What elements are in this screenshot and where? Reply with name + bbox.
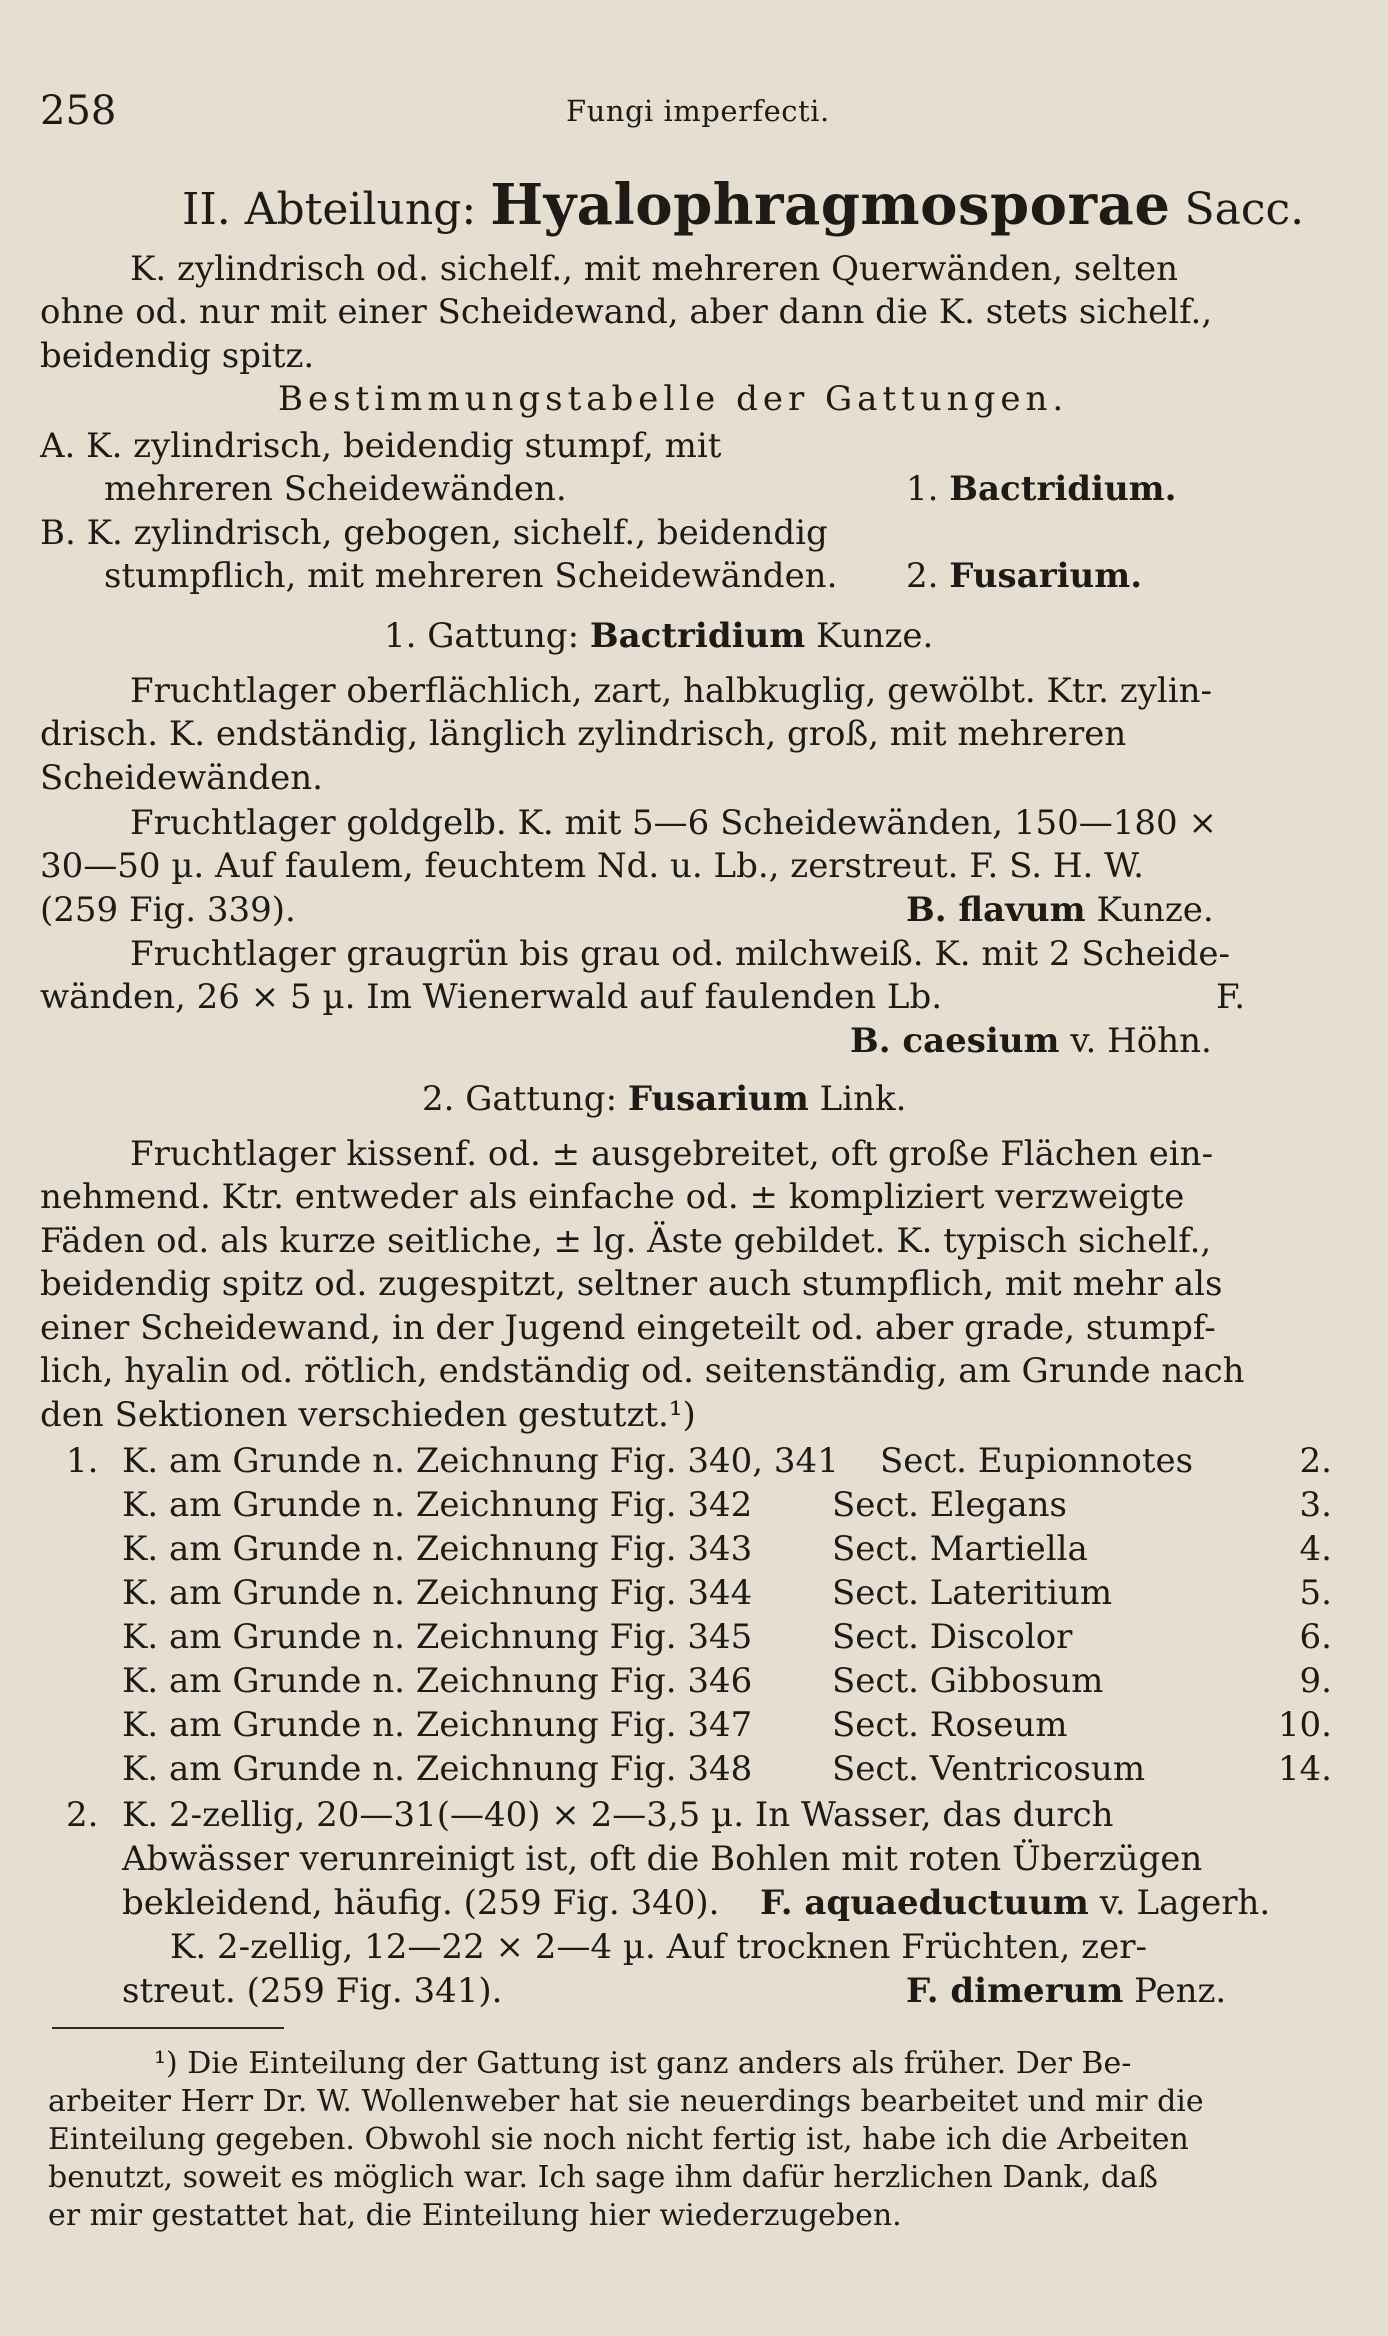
intro-line: K. zylindrisch od. sichelf., mit mehreren Querwänden, selten <box>130 249 1179 289</box>
species-name-line <box>760 1882 1270 1925</box>
section-row-text: K. am Grunde n. Zeichnung Fig. 342 <box>122 1485 753 1525</box>
section-row-sect: Sect. Discolor <box>832 1617 1073 1657</box>
section-row-text: K. am Grunde n. Zeichnung Fig. 346 <box>122 1661 753 1701</box>
intro-line: ohne od. nur mit einer Scheidewand, aber dann die K. stets sichelf., <box>40 292 1213 332</box>
key-result-num: 2. <box>906 556 939 596</box>
species-name: F. dimerum <box>906 1971 1124 2011</box>
section-row-sect: Sect. Eupionnotes <box>880 1441 1194 1481</box>
section-row-num: 5. <box>1299 1573 1332 1613</box>
genus-description: Fäden od. als kurze seitliche, ± lg. Äste gebildet. K. typisch sichelf., <box>40 1221 1212 1261</box>
section-author: Sacc. <box>1184 184 1305 235</box>
section-name: Hyalophragmosporae <box>490 172 1171 238</box>
species-description: K. 2-zellig, 12—22 × 2—4 µ. Auf trocknen Früchten, zer- <box>170 1927 1147 1967</box>
section-row-sect: Sect. Elegans <box>832 1485 1067 1525</box>
species-name-line <box>906 889 1214 932</box>
footnote-line: ¹) Die Einteilung der Gattung ist ganz anders als früher. Der Be- <box>154 2046 1132 2081</box>
genus-name: Bactridium. <box>949 469 1177 509</box>
genus-heading <box>422 1078 906 1121</box>
section-row-text: K. am Grunde n. Zeichnung Fig. 347 <box>122 1705 753 1745</box>
key-entry-b-cont: stumpflich, mit mehreren Scheidewänden. <box>104 556 838 596</box>
footnote-rule <box>52 2027 284 2029</box>
running-title: Fungi imperfecti. <box>566 94 830 128</box>
genus-prefix: 2. Gattung: <box>422 1079 618 1119</box>
genus-description: einer Scheidewand, in der Jugend eingeteilt od. aber grade, stumpf- <box>40 1308 1216 1348</box>
section-row-text: K. am Grunde n. Zeichnung Fig. 340, 341 <box>122 1441 839 1481</box>
species-description: Fruchtlager graugrün bis grau od. milchweiß. K. mit 2 Scheide- <box>130 934 1230 974</box>
section-row-sect: Sect. Ventricosum <box>832 1749 1146 1789</box>
species-name: F. aquaeductuum <box>760 1883 1089 1923</box>
species-description: wänden, 26 × 5 µ. Im Wienerwald auf faulenden Lb. <box>40 977 943 1017</box>
intro-line: beidendig spitz. <box>40 336 315 376</box>
species-description: (259 Fig. 339). <box>40 890 296 930</box>
key-result-a <box>906 468 1177 511</box>
section-row-num: 6. <box>1299 1617 1332 1657</box>
key-number: 1. <box>66 1441 99 1481</box>
genus-description: Scheidewänden. <box>40 758 323 798</box>
species-author: v. Höhn. <box>1070 1021 1212 1061</box>
genus-prefix: 1. Gattung: <box>384 616 580 656</box>
footnote-line: Einteilung gegeben. Obwohl sie noch nicht fertig ist, habe ich die Arbeiten <box>48 2122 1189 2157</box>
species-description: streut. (259 Fig. 341). <box>122 1971 503 2011</box>
section-row-sect: Sect. Gibbosum <box>832 1661 1104 1701</box>
key-result-b <box>906 555 1142 598</box>
section-row-text: K. am Grunde n. Zeichnung Fig. 344 <box>122 1573 753 1613</box>
footnote-line: er mir gestattet hat, die Einteilung hier wiederzugeben. <box>48 2198 902 2233</box>
genus-name: Fusarium. <box>949 556 1143 596</box>
genus-description: lich, hyalin od. rötlich, endständig od. seitenständig, am Grunde nach <box>40 1351 1245 1391</box>
page-number: 258 <box>40 88 117 134</box>
species-author: v. Lagerh. <box>1099 1883 1271 1923</box>
genus-name: Bactridium <box>589 616 806 656</box>
genus-name: Fusarium <box>627 1079 809 1119</box>
genus-description: beidendig spitz od. zugespitzt, seltner auch stumpflich, mit mehr als <box>40 1264 1223 1304</box>
species-name: B. flavum <box>906 890 1086 930</box>
footnote-line: benutzt, soweit es möglich war. Ich sage ihm dafür herzlichen Dank, daß <box>48 2160 1158 2195</box>
section-row-num: 10. <box>1277 1705 1332 1745</box>
genus-author: Link. <box>819 1079 907 1119</box>
distribution-code: F. <box>1216 977 1246 1017</box>
section-row-text: K. am Grunde n. Zeichnung Fig. 348 <box>122 1749 753 1789</box>
genus-description: den Sektionen verschieden gestutzt.¹) <box>40 1395 696 1435</box>
species-name-line <box>906 1970 1226 2013</box>
section-row-text: K. am Grunde n. Zeichnung Fig. 345 <box>122 1617 753 1657</box>
genus-description: Fruchtlager kissenf. od. ± ausgebreitet, oft große Flächen ein- <box>130 1134 1214 1174</box>
section-title <box>182 172 1304 238</box>
genus-description: Fruchtlager oberflächlich, zart, halbkuglig, gewölbt. Ktr. zylin- <box>130 671 1212 711</box>
species-description: Abwässer verunreinigt ist, oft die Bohlen mit roten Überzügen <box>122 1839 1203 1879</box>
section-row-sect: Sect. Martiella <box>832 1529 1088 1569</box>
species-description: 30—50 µ. Auf faulem, feuchtem Nd. u. Lb., zerstreut. F. S. H. W. <box>40 846 1144 886</box>
genus-heading <box>384 615 933 658</box>
species-name: B. caesium <box>850 1021 1060 1061</box>
species-author: Kunze. <box>1096 890 1214 930</box>
genus-author: Kunze. <box>816 616 934 656</box>
section-prefix: II. Abteilung: <box>182 184 477 235</box>
key-number: 2. <box>66 1795 99 1835</box>
key-heading: Bestimmungstabelle der Gattungen. <box>278 379 1069 419</box>
key-result-num: 1. <box>906 469 939 509</box>
section-row-num: 2. <box>1299 1441 1332 1481</box>
key-entry-a-cont: mehreren Scheidewänden. <box>104 469 567 509</box>
key-entry-b: B. K. zylindrisch, gebogen, sichelf., beidendig <box>40 513 828 553</box>
section-row-num: 3. <box>1299 1485 1332 1525</box>
section-row-text: K. am Grunde n. Zeichnung Fig. 343 <box>122 1529 753 1569</box>
genus-description: drisch. K. endständig, länglich zylindrisch, groß, mit mehreren <box>40 714 1127 754</box>
species-author: Penz. <box>1134 1971 1227 2011</box>
section-row-num: 9. <box>1299 1661 1332 1701</box>
section-row-num: 4. <box>1299 1529 1332 1569</box>
species-description: K. 2-zellig, 20—31(—40) × 2—3,5 µ. In Wasser, das durch <box>122 1795 1114 1835</box>
species-description: Fruchtlager goldgelb. K. mit 5—6 Scheidewänden, 150—180 × <box>130 803 1217 843</box>
species-name-line <box>850 1020 1212 1063</box>
key-entry-a: A. K. zylindrisch, beidendig stumpf, mit <box>40 426 722 466</box>
section-row-num: 14. <box>1277 1749 1332 1789</box>
footnote-line: arbeiter Herr Dr. W. Wollenweber hat sie neuerdings bearbeitet und mir die <box>48 2084 1204 2119</box>
section-row-sect: Sect. Roseum <box>832 1705 1068 1745</box>
section-row-sect: Sect. Lateritium <box>832 1573 1113 1613</box>
species-description: bekleidend, häufig. (259 Fig. 340). <box>122 1883 720 1923</box>
genus-description: nehmend. Ktr. entweder als einfache od. ± kompliziert verzweigte <box>40 1177 1185 1217</box>
